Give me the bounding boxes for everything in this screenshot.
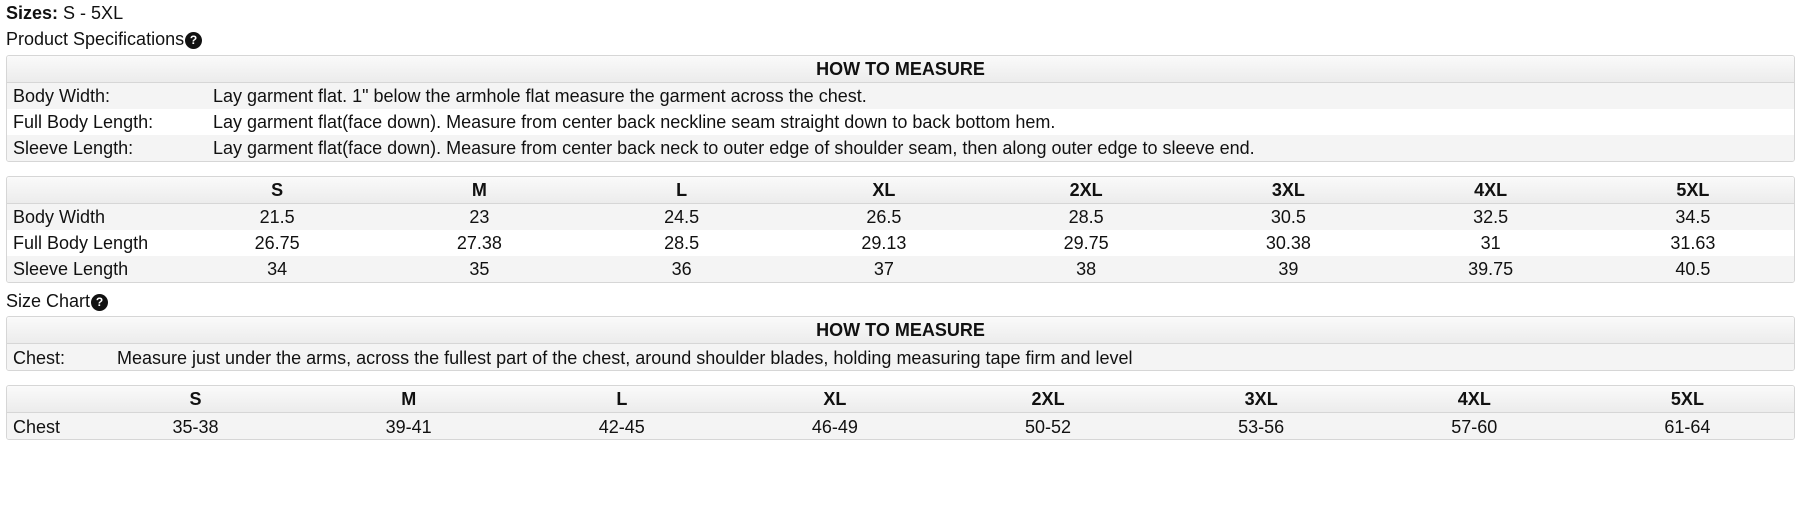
table-cell: 53-56 — [1238, 417, 1285, 437]
size-chart-how-to-measure — [6, 316, 1795, 371]
table-cell: 40.5 — [1675, 259, 1711, 279]
table-cell: 24.5 — [664, 207, 700, 227]
table-cell: 37 — [873, 259, 894, 279]
measure-desc: Lay garment flat(face down). Measure from center back neckline seam straight down to back bottom hem. — [213, 112, 1056, 132]
column-header: XL — [872, 180, 896, 200]
table-cell: 50-52 — [1025, 417, 1072, 437]
column-header: 3XL — [1271, 180, 1305, 200]
column-header: 4XL — [1457, 389, 1491, 409]
table-cell: 28.5 — [664, 233, 700, 253]
table-row — [7, 83, 1794, 109]
corner-cell — [7, 386, 89, 412]
table-cell: 36 — [671, 259, 692, 279]
table-header-row — [7, 177, 1794, 204]
table-cell: 34.5 — [1675, 207, 1711, 227]
column-header: 5XL — [1676, 180, 1710, 200]
table-cell: 30.38 — [1265, 233, 1311, 253]
measure-label: Body Width: — [13, 86, 111, 106]
column-header: L — [616, 389, 628, 409]
specs-how-to-measure — [6, 55, 1795, 162]
column-header: 2XL — [1031, 389, 1065, 409]
row-label: Body Width — [13, 207, 106, 227]
measure-label: Chest: — [13, 348, 66, 368]
size-chart-how-title: HOW TO MEASURE — [7, 317, 1794, 344]
table-cell: 34 — [267, 259, 288, 279]
column-header: 3XL — [1244, 389, 1278, 409]
table-row — [7, 256, 1794, 282]
column-header: S — [189, 389, 202, 409]
table-row — [7, 109, 1794, 135]
column-header: S — [271, 180, 284, 200]
table-cell: 39.75 — [1468, 259, 1514, 279]
table-cell: 46-49 — [811, 417, 858, 437]
sizes-line — [6, 0, 123, 26]
table-row — [7, 135, 1794, 161]
table-cell: 28.5 — [1068, 207, 1104, 227]
table-header-row — [7, 386, 1794, 413]
sizes-value: S - 5XL — [63, 3, 124, 23]
column-header: 4XL — [1474, 180, 1508, 200]
column-header: XL — [823, 389, 847, 409]
table-cell: 26.5 — [866, 207, 902, 227]
table-cell: 35 — [469, 259, 490, 279]
measure-label: Full Body Length: — [13, 112, 154, 132]
measure-label: Sleeve Length: — [13, 138, 134, 158]
specs-title: Product Specifications — [6, 29, 185, 49]
table-cell: 39-41 — [385, 417, 432, 437]
measure-desc: Lay garment flat(face down). Measure from center back neck to outer edge of shoulder seam, then along outer edge to sleeve end. — [213, 138, 1255, 158]
column-header: 2XL — [1069, 180, 1103, 200]
measure-desc: Measure just under the arms, across the fullest part of the chest, around shoulder blades, holding measuring tape firm and level — [117, 348, 1133, 368]
table-cell: 39 — [1278, 259, 1299, 279]
table-cell: 35-38 — [172, 417, 219, 437]
table-row — [7, 204, 1794, 230]
sizes-label: Sizes: — [6, 3, 59, 23]
specs-how-title: HOW TO MEASURE — [7, 56, 1794, 83]
table-cell: 31.63 — [1670, 233, 1716, 253]
table-cell: 30.5 — [1270, 207, 1306, 227]
table-cell: 32.5 — [1473, 207, 1509, 227]
table-cell: 42-45 — [598, 417, 645, 437]
table-row — [7, 413, 1794, 440]
specs-size-table — [6, 176, 1795, 283]
row-label: Chest — [13, 417, 61, 437]
help-icon[interactable]: ? — [185, 32, 202, 49]
table-cell: 26.75 — [254, 233, 300, 253]
column-header: L — [676, 180, 688, 200]
size-chart-title: Size Chart — [6, 291, 91, 311]
specs-heading — [6, 26, 202, 52]
help-icon[interactable]: ? — [91, 294, 108, 311]
table-cell: 38 — [1076, 259, 1097, 279]
size-chart-table — [6, 385, 1795, 440]
table-cell: 27.38 — [456, 233, 502, 253]
table-cell: 21.5 — [259, 207, 295, 227]
table-cell: 29.13 — [861, 233, 907, 253]
measure-desc: Lay garment flat. 1" below the armhole flat measure the garment across the chest. — [213, 86, 867, 106]
column-header: M — [471, 180, 487, 200]
row-label: Full Body Length — [13, 233, 149, 253]
table-row — [7, 344, 1794, 371]
table-cell: 31 — [1480, 233, 1501, 253]
corner-cell — [7, 177, 176, 203]
table-cell: 29.75 — [1063, 233, 1109, 253]
size-chart-heading — [6, 288, 108, 314]
table-cell: 61-64 — [1664, 417, 1711, 437]
table-cell: 23 — [469, 207, 490, 227]
column-header: 5XL — [1670, 389, 1704, 409]
row-label: Sleeve Length — [13, 259, 129, 279]
column-header: M — [401, 389, 417, 409]
table-row — [7, 230, 1794, 256]
table-cell: 57-60 — [1451, 417, 1498, 437]
